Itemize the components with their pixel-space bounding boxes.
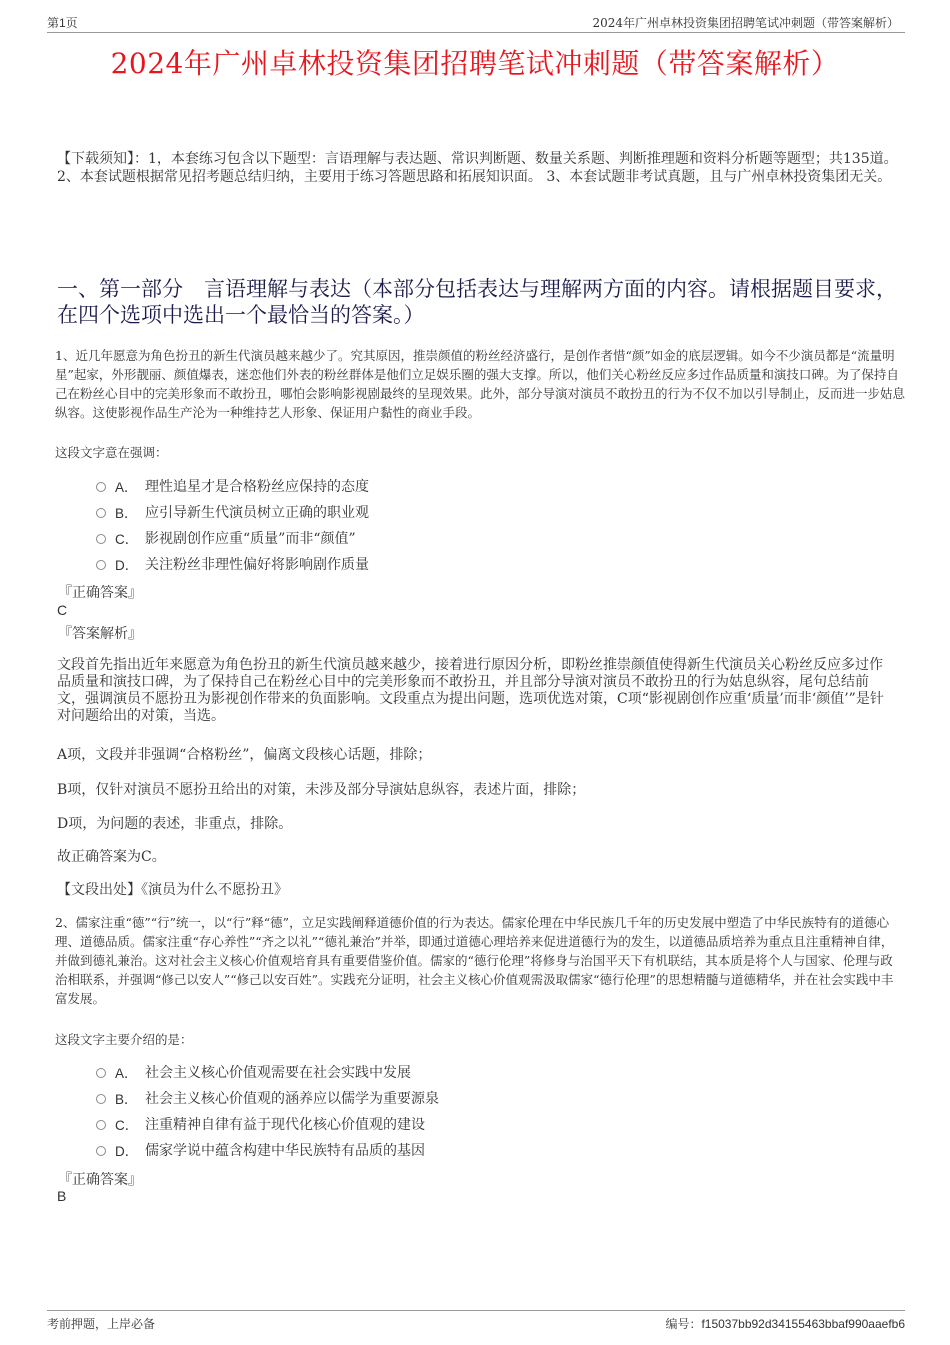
question-2-ask: 这段文字主要介绍的是： — [55, 1032, 193, 1047]
option-d[interactable] — [96, 551, 369, 577]
footer-code-label: 编号： — [665, 1317, 702, 1331]
footer-slogan: 考前押题，上岸必备 — [47, 1317, 156, 1331]
answer-value: C — [57, 602, 68, 618]
page-header — [47, 10, 905, 33]
option-b[interactable] — [96, 499, 369, 525]
page-number: 第1页 — [47, 16, 78, 30]
option-c[interactable] — [96, 1111, 439, 1137]
option-text: 关注粉丝非理性偏好将影响剧作质量 — [145, 557, 369, 573]
footer-code-value: f15037bb92d34155463bbaf990aaefb6 — [701, 1317, 905, 1331]
option-key: A． — [115, 1066, 138, 1081]
answer-label: 『正确答案』 — [58, 1172, 142, 1188]
option-key: C． — [115, 1118, 139, 1133]
option-c[interactable] — [96, 525, 369, 551]
analysis-label: 『答案解析』 — [58, 626, 142, 642]
option-text: 社会主义核心价值观的涵养应以儒学为重要源泉 — [145, 1091, 439, 1107]
option-a[interactable] — [96, 1059, 439, 1085]
header-doc-title: 2024年广州卓林投资集团招聘笔试冲刺题（带答案解析） — [592, 16, 899, 30]
text-source: 【文段出处】《演员为什么不愿扮丑》 — [57, 882, 288, 898]
question-2-stem: 2、儒家注重“德”“行”统一，以“行”释“德”，立足实践阐释道德价值的行为表达。儒家伦理在中华民族几千年的历史发展中塑造了中华民族特有的道德心理、道德品质。儒家注重“存心养性”“齐之以礼”“德礼兼治”并举，即通过道德心理培养来促进道德行为的发生，以道德品质培养为重点且注重精神自律，并做到德礼兼治。这对社会主义核心价值观培育具有重要借鉴价值。儒家的“德行伦理”将修身与治国平天下有机联结，其本质是将个人与国家、伦理与政治相联系，并强调“修己以安人”“修己以安百姓”。实践充分证明，社会主义核心价值观需汲取儒家“德行伦理”的思想精髓与道德精华，并在社会实践中丰富发展。 — [55, 915, 894, 1006]
option-text: 注重精神自律有益于现代化核心价值观的建设 — [145, 1117, 425, 1133]
radio-icon[interactable] — [96, 482, 106, 492]
option-text: 社会主义核心价值观需要在社会实践中发展 — [145, 1065, 411, 1081]
analysis-note-a: A项，文段并非强调“合格粉丝”，偏离文段核心话题，排除； — [57, 747, 432, 763]
option-a[interactable] — [96, 473, 369, 499]
radio-icon[interactable] — [96, 560, 106, 570]
answer-analysis: 文段首先指出近年来愿意为角色扮丑的新生代演员越来越少，接着进行原因分析，即粉丝推崇颜值使得新生代演员关心粉丝反应多过作品质量和演技口碑，为了保持自己在粉丝心目中的完美形象而不敢扮丑，并且部分导演对演员不敢扮丑的行为姑息纵容，尾句总结前文，强调演员不愿扮丑为影视创作带来的负面影响。文段重点为提出问题，选项优选对策，C项“影视剧创作应重‘质量’而非‘颜值’”是针对问题给出的对策，当选。 — [57, 657, 884, 724]
analysis-conclusion: 故正确答案为C。 — [57, 849, 166, 865]
answer-value: B — [57, 1188, 67, 1204]
option-d[interactable] — [96, 1137, 439, 1163]
option-key: D． — [115, 558, 139, 573]
radio-icon[interactable] — [96, 1094, 106, 1104]
option-b[interactable] — [96, 1085, 439, 1111]
option-key: C． — [115, 532, 139, 547]
option-text: 影视剧创作应重“质量”而非“颜值” — [145, 531, 356, 547]
option-text: 儒家学说中蕴含构建中华民族特有品质的基因 — [145, 1143, 425, 1159]
document-title: 2024年广州卓林投资集团招聘笔试冲刺题（带答案解析） — [110, 47, 840, 80]
radio-icon[interactable] — [96, 1146, 106, 1156]
option-key: D． — [115, 1144, 139, 1159]
radio-icon[interactable] — [96, 1120, 106, 1130]
analysis-note-d: D项，为问题的表述，非重点，排除。 — [57, 816, 293, 832]
radio-icon[interactable] — [96, 534, 106, 544]
question-1-stem: 1、近几年愿意为角色扮丑的新生代演员越来越少了。究其原因，推崇颜值的粉丝经济盛行，是创作者惜“颜”如金的底层逻辑。如今不少演员都是“流量明星”起家，外形靓丽、颜值爆表，迷恋他们外表的粉丝群体是他们立足娱乐圈的强大支撑。所以，他们关心粉丝反应多过作品质量和演技口碑。为了保持自己在粉丝心目中的完美形象而不敢扮丑，哪怕会影响影视剧最终的呈现效果。此外，部分导演对演员不敢扮丑的行为不仅不加以引导制止，反而进一步姑息纵容。这使影视作品生产沦为一种维持艺人形象、保证用户黏性的商业手段。 — [55, 348, 906, 420]
footer-code — [665, 1315, 905, 1332]
radio-icon[interactable] — [96, 508, 106, 518]
question-2-options — [96, 1059, 439, 1163]
option-text: 应引导新生代演员树立正确的职业观 — [145, 505, 369, 521]
radio-icon[interactable] — [96, 1068, 106, 1078]
question-1-options — [96, 473, 369, 577]
option-key: B． — [115, 506, 138, 521]
analysis-note-b: B项，仅针对演员不愿扮丑给出的对策，未涉及部分导演姑息纵容，表述片面，排除； — [57, 782, 586, 798]
section-title: 一、第一部分 言语理解与表达（本部分包括表达与理解两方面的内容。请根据题目要求，在四个选项中选出一个最恰当的答案。） — [57, 277, 897, 327]
option-key: A． — [115, 480, 138, 495]
question-1-ask: 这段文字意在强调： — [55, 445, 168, 460]
option-text: 理性追星才是合格粉丝应保持的态度 — [145, 479, 369, 495]
download-notice: 【下载须知】：1，本套练习包含以下题型：言语理解与表达题、常识判断题、数量关系题、判断推理题和资料分析题等题型；共135道。 2、本套试题根据常见招考题总结归纳，主要用于练习答题思路和拓展知识面。 3、本套试题非考试真题，且与广州卓林投资集团无关。 — [57, 151, 898, 185]
answer-label: 『正确答案』 — [58, 585, 142, 601]
page-footer — [47, 1310, 905, 1331]
option-key: B． — [115, 1092, 138, 1107]
